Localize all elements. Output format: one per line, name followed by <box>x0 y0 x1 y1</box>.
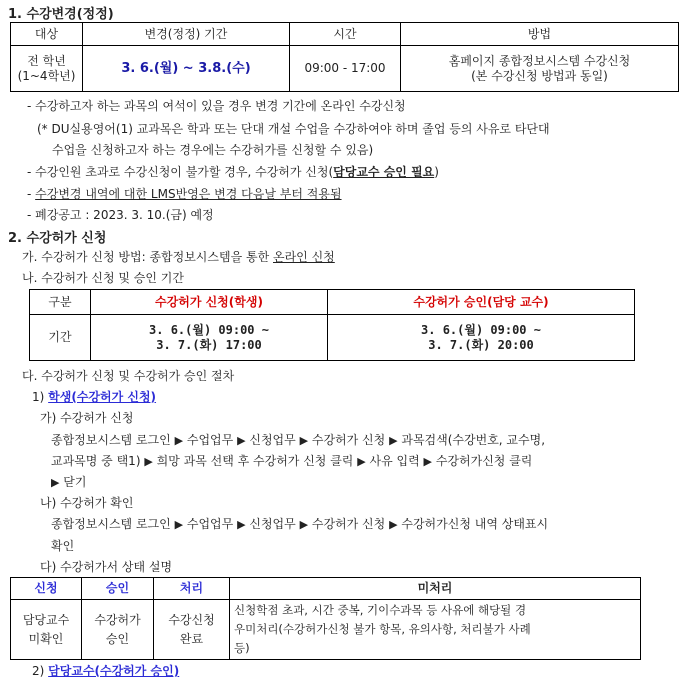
apply-flow-line-1: 종합정보시스템 로그인 ▶ 수업업무 ▶ 신청업무 ▶ 수강허가 신청 ▶ 과목검색(수강번호, 교수명, <box>51 433 546 447</box>
header-request: 신청 <box>11 578 82 600</box>
header-processed: 처리 <box>154 578 230 600</box>
permission-period-table <box>29 289 635 361</box>
arrow-icon: ▶ <box>299 518 309 531</box>
note-6: - 폐강공고 : 2023. 3. 10.(금) 예정 <box>27 208 214 222</box>
note-5: - 수강변경 내역에 대한 LMS반영은 변경 다음날 부터 적용됨 <box>27 187 342 201</box>
arrow-icon: ▶ <box>357 455 366 468</box>
method-line: 가. 수강허가 신청 방법: 종합정보시스템을 통한 온라인 신청 <box>22 250 335 264</box>
section-1-title: 1. 수강변경(정정) <box>8 7 114 22</box>
arrow-icon: ▶ <box>174 434 184 447</box>
cell-approve-period: 3. 6.(월) 09:00 ~ 3. 7.(화) 20:00 <box>328 315 635 361</box>
cell-unprocessed: 신청학점 초과, 시간 중복, 기이수과목 등 사유에 해당될 경 우미처리(수강허가신청 불가 항목, 유의사항, 처리불가 사례 등) <box>230 600 641 660</box>
note-4-emphasis: 담당교수 승인 필요 <box>333 165 435 179</box>
change-period-table <box>10 22 679 92</box>
header-category: 구분 <box>30 290 91 315</box>
confirm-subheading: 나) 수강허가 확인 <box>40 496 134 510</box>
step-2-heading-cut: 2) 담당교수(수강허가 승인) <box>32 664 180 678</box>
header-target: 대상 <box>11 23 83 46</box>
status-table <box>10 577 641 660</box>
arrow-icon: ▶ <box>51 476 60 489</box>
header-method: 방법 <box>401 23 679 46</box>
header-approve: 수강허가 승인(담당 교수) <box>328 290 635 315</box>
arrow-icon: ▶ <box>237 518 246 531</box>
header-approved: 승인 <box>82 578 154 600</box>
header-apply: 수강허가 신청(학생) <box>91 290 328 315</box>
arrow-icon: ▶ <box>389 518 398 531</box>
arrow-icon: ▶ <box>299 434 309 447</box>
procedure-heading: 다. 수강허가 신청 및 수강허가 승인 절차 <box>22 369 235 383</box>
cell-apply-period: 3. 6.(월) 09:00 ~ 3. 7.(화) 17:00 <box>91 315 328 361</box>
arrow-icon: ▶ <box>237 434 246 447</box>
section-2-title: 2. 수강허가 신청 <box>8 231 107 246</box>
note-4: - 수강인원 초과로 수강신청이 불가할 경우, 수강허가 신청(담당교수 승인 필요) <box>27 165 439 179</box>
apply-flow-line-3: ▶ 닫기 <box>51 475 87 489</box>
cell-period: 3. 6.(월) ~ 3.8.(수) <box>83 46 290 92</box>
confirm-flow-line-1: 종합정보시스템 로그인 ▶ 수업업무 ▶ 신청업무 ▶ 수강허가 신청 ▶ 수강허가신청 내역 상태표시 <box>51 517 549 531</box>
cell-time: 09:00 - 17:00 <box>290 46 401 92</box>
cell-method: 홈페이지 종합정보시스템 수강신청 (본 수강신청 방법과 동일) <box>401 46 679 92</box>
arrow-icon: ▶ <box>174 518 184 531</box>
arrow-icon: ▶ <box>423 455 433 468</box>
note-3: 수업을 신청하고자 하는 경우에는 수강허가를 신청할 수 있음) <box>52 143 374 157</box>
step-1-heading: 1) 학생(수강허가 신청) <box>32 390 157 404</box>
confirm-flow-line-2: 확인 <box>51 539 75 553</box>
cell-processed: 수강신청 완료 <box>154 600 230 660</box>
note-1: - 수강하고자 하는 과목의 여석이 있을 경우 변경 기간에 온라인 수강신청 <box>27 99 406 113</box>
cell-approved: 수강허가 승인 <box>82 600 154 660</box>
status-subheading: 다) 수강허가서 상태 설명 <box>40 560 173 574</box>
apply-subheading: 가) 수강허가 신청 <box>40 411 134 425</box>
header-period: 변경(정정) 기간 <box>83 23 290 46</box>
cell-request: 담당교수 미확인 <box>11 600 82 660</box>
cell-target: 전 학년 (1~4학년) <box>11 46 83 92</box>
arrow-icon: ▶ <box>389 434 398 447</box>
cell-period-label: 기간 <box>30 315 91 361</box>
header-time: 시간 <box>290 23 401 46</box>
note-2: (* DU실용영어(1) 교과목은 학과 또는 단대 개설 수업을 수강하여야 하며 졸업 등의 사유로 타단대 <box>37 122 550 136</box>
apply-flow-line-2: 교과목명 중 택1) ▶ 희망 과목 선택 후 수강허가 신청 클릭 ▶ 사유 입력 ▶ 수강허가신청 클릭 <box>51 454 533 468</box>
header-unprocessed: 미처리 <box>230 578 641 600</box>
arrow-icon: ▶ <box>144 455 153 468</box>
period-heading: 나. 수강허가 신청 및 승인 기간 <box>22 271 184 285</box>
